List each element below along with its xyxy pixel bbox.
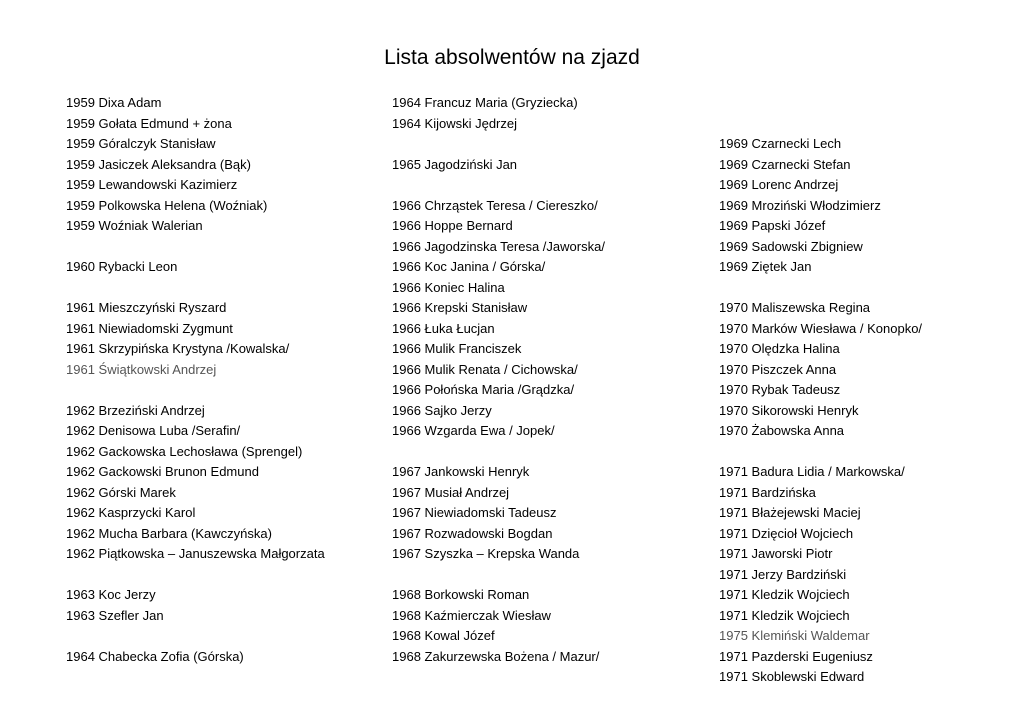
graduate-entry: 1966 Koniec Halina — [392, 279, 505, 295]
graduate-entry: 1970 Maliszewska Regina — [719, 300, 871, 315]
graduate-entry: 1959 Polkowska Helena (Woźniak) — [66, 197, 268, 213]
graduate-entry: 1971 Jerzy Bardziński — [719, 566, 847, 582]
graduate-entry: 1969 Lorenc Andrzej — [719, 177, 839, 192]
blank-line — [66, 380, 325, 401]
graduate-entry: 1971 Jaworski Piotr — [719, 546, 833, 561]
graduate-entry: 1969 Czarnecki Stefan — [719, 156, 851, 172]
graduate-entry: 1965 Jagodziński Jan — [392, 156, 518, 172]
graduate-entry: 1970 Olędzka Halina — [719, 341, 840, 356]
graduate-entry: 1959 Dixa Adam — [66, 95, 162, 110]
graduate-entry: 1966 Hoppe Bernard — [392, 218, 513, 233]
graduate-entry: 1964 Chabecka Zofia (Górska) — [66, 648, 244, 664]
graduate-entry: 1966 Chrząstek Teresa / Ciereszko/ — [392, 197, 598, 213]
graduate-entry: 1961 Świątkowski Andrzej — [66, 361, 217, 377]
graduate-entry: 1966 Koc Janina / Górska/ — [392, 259, 546, 274]
graduate-entry: 1975 Klemiński Waldemar — [719, 628, 870, 643]
graduate-entry: 1962 Brzeziński Andrzej — [66, 402, 205, 418]
graduate-entry: 1962 Górski Marek — [66, 484, 176, 500]
blank-line — [719, 93, 922, 114]
graduate-entry: 1959 Gołata Edmund + żona — [66, 115, 232, 131]
graduate-entry: 1966 Łuka Łucjan — [392, 320, 495, 336]
graduate-entry: 1966 Jagodzinska Teresa /Jaworska/ — [392, 238, 605, 254]
graduate-entry: 1962 Denisowa Luba /Serafin/ — [66, 423, 241, 438]
graduate-entry: 1969 Ziętek Jan — [719, 259, 812, 274]
graduate-entry: 1969 Papski Józef — [719, 218, 826, 233]
column-3 — [719, 93, 922, 688]
graduate-entry: 1971 Badura Lidia / Markowska/ — [719, 464, 905, 479]
graduate-entry: 1962 Kasprzycki Karol — [66, 505, 196, 520]
graduate-entry: 1970 Żabowska Anna — [719, 423, 845, 438]
graduate-entry: 1971 Skoblewski Edward — [719, 669, 865, 684]
blank-line — [66, 237, 325, 258]
graduate-entry: 1959 Jasiczek Aleksandra (Bąk) — [66, 156, 251, 172]
graduate-entry: 1968 Borkowski Roman — [392, 587, 530, 602]
graduate-entry: 1969 Czarnecki Lech — [719, 136, 842, 151]
graduate-entry: 1959 Lewandowski Kazimierz — [66, 177, 238, 192]
graduate-entry: 1963 Koc Jerzy — [66, 587, 156, 602]
blank-line — [392, 442, 605, 463]
graduate-entry: 1966 Połońska Maria /Grądzka/ — [392, 382, 575, 397]
blank-line — [392, 565, 605, 586]
graduate-entry: 1966 Sajko Jerzy — [392, 402, 492, 418]
graduate-entry: 1968 Zakurzewska Bożena / Mazur/ — [392, 648, 600, 664]
graduate-entry: 1970 Rybak Tadeusz — [719, 382, 841, 397]
graduate-entry: 1961 Niewiadomski Zygmunt — [66, 320, 233, 336]
graduate-entry: 1971 Bardzińska — [719, 484, 816, 500]
graduate-entry: 1971 Dzięcioł Wojciech — [719, 525, 854, 541]
graduate-entry: 1971 Błażejewski Maciej — [719, 505, 861, 520]
graduate-entry: 1970 Sikorowski Henryk — [719, 402, 859, 418]
blank-line — [719, 442, 922, 463]
graduate-entry: 1961 Mieszczyński Ryszard — [66, 300, 227, 315]
blank-line — [392, 134, 605, 155]
graduate-entry: 1966 Wzgarda Ewa / Jopek/ — [392, 423, 555, 438]
graduate-entry: 1961 Skrzypińska Krystyna /Kowalska/ — [66, 341, 290, 356]
graduate-entry: 1959 Góralczyk Stanisław — [66, 136, 216, 151]
graduate-entry: 1968 Kowal Józef — [392, 628, 495, 643]
graduate-entry: 1967 Jankowski Henryk — [392, 464, 530, 479]
blank-line — [719, 114, 922, 135]
column-2 — [392, 93, 605, 667]
graduate-entry: 1969 Mroziński Włodzimierz — [719, 197, 881, 213]
graduate-entry: 1962 Gackowski Brunon Edmund — [66, 464, 259, 479]
graduate-entry: 1971 Kledzik Wojciech — [719, 607, 850, 623]
graduate-entry: 1969 Sadowski Zbigniew — [719, 238, 863, 254]
graduate-entry: 1970 Piszczek Anna — [719, 361, 837, 377]
graduate-entry: 1964 Francuz Maria (Gryziecka) — [392, 95, 578, 110]
graduate-entry: 1967 Niewiadomski Tadeusz — [392, 505, 557, 520]
blank-line — [66, 278, 325, 299]
graduate-entry: 1963 Szefler Jan — [66, 607, 164, 623]
page-title: Lista absolwentów na zjazd — [384, 46, 640, 69]
graduate-entry: 1962 Gackowska Lechosława (Sprengel) — [66, 443, 303, 459]
graduate-entry: 1967 Musiał Andrzej — [392, 484, 510, 500]
graduate-entry: 1966 Mulik Renata / Cichowska/ — [392, 361, 578, 377]
blank-line — [392, 175, 605, 196]
graduate-entry: 1960 Rybacki Leon — [66, 259, 178, 274]
graduate-entry: 1970 Marków Wiesława / Konopko/ — [719, 320, 923, 336]
graduate-entry: 1964 Kijowski Jędrzej — [392, 115, 518, 131]
graduate-entry: 1971 Kledzik Wojciech — [719, 587, 850, 602]
blank-line — [66, 626, 325, 647]
blank-line — [66, 565, 325, 586]
graduate-entry: 1966 Mulik Franciszek — [392, 341, 522, 356]
column-1 — [66, 93, 325, 667]
graduate-entry: 1959 Woźniak Walerian — [66, 218, 203, 233]
graduate-entry: 1962 Mucha Barbara (Kawczyńska) — [66, 525, 272, 541]
graduate-entry: 1971 Pazderski Eugeniusz — [719, 648, 873, 664]
graduate-entry: 1962 Piątkowska – Januszewska Małgorzata — [66, 546, 325, 561]
graduate-entry: 1967 Rozwadowski Bogdan — [392, 525, 553, 541]
graduate-entry: 1968 Kaźmierczak Wiesław — [392, 607, 551, 623]
graduate-entry: 1966 Krepski Stanisław — [392, 300, 528, 315]
blank-line — [719, 278, 922, 299]
graduate-entry: 1967 Szyszka – Krepska Wanda — [392, 546, 580, 561]
